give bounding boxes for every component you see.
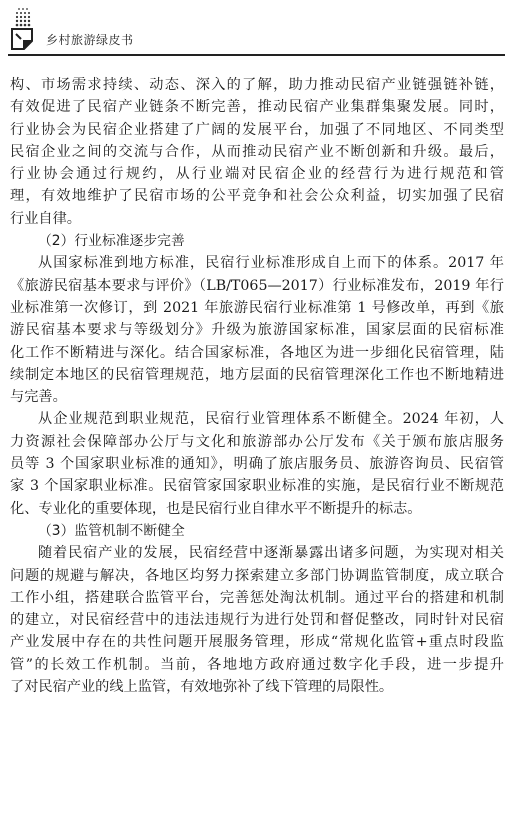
- body-text-line: 与完善。: [10, 389, 67, 406]
- section-heading: （2）行业标准逐步完善: [38, 233, 185, 250]
- body-text-line: 理，有效地维护了民宿市场的公平竞争和社会公众利益，切实加强了民宿: [10, 188, 504, 205]
- body-text-line: 产业发展中存在的共性问题开展服务管理，形成“常规化监管+重点时段监: [10, 634, 504, 651]
- body-text-line: 了对民宿产业的线上监管，有效地弥补了线下管理的局限性。: [10, 679, 394, 696]
- body-text-line: 有效促进了民宿产业链条不断完善，推动民宿产业集群集聚发展。同时，: [10, 99, 504, 116]
- body-text-line: 行业协会通过行规约，从行业端对民宿企业的经营行为进行规范和管: [10, 166, 504, 183]
- body-text-line: 化工作不断精进与深化。结合国家标准，各地区为进一步细化民宿管理，陆: [10, 344, 504, 361]
- body-text-line: 续制定本地区的民宿管理规范，地方层面的民宿管理深化工作也不断地精进: [10, 366, 504, 383]
- body-text-line: 行业协会为民宿企业搭建了广阔的发展平台，加强了不同地区、不同类型: [10, 121, 504, 138]
- body-text-line: 《旅游民宿基本要求与评价》（LB/T065—2017）行业标准发布，2019 年行: [10, 277, 504, 294]
- page-header: [0, 0, 513, 66]
- body-text-line: 工作小组，搭建联合监管平台，完善惩处淘汰机制。通过平台的搭建和机制: [10, 589, 504, 606]
- body-text-line: 的建立，对民宿经营中的违法违规行为进行处罚和督促整改，同时针对民宿: [10, 612, 504, 629]
- body-text-line: 行业自律。: [10, 210, 81, 227]
- dot-grid-icon: [13, 6, 33, 28]
- page-body: [10, 74, 504, 698]
- book-corner-icon: [10, 27, 34, 51]
- body-text-line: 业标准第一次修订，到 2021 年旅游民宿行业标准第 1 号修改单，再到《旅: [10, 299, 504, 316]
- body-text-line: 力资源社会保障部办公厅与文化和旅游部办公厅发布《关于颁布旅店服务: [10, 433, 504, 450]
- body-text-line: 员等 3 个国家职业标准的通知》，明确了旅店服务员、旅游咨询员、民宿管: [10, 456, 504, 473]
- body-text-line: 问题的规避与解决，各地区均努力探索建立多部门协调监管制度，成立联合: [10, 567, 504, 584]
- body-text-line: 化、专业化的重要体现，也是民宿行业自律水平不断提升的标志。: [10, 500, 422, 517]
- body-text-line: 管”的长效工作机制。当前，各地地方政府通过数字化手段，进一步提升: [10, 656, 504, 673]
- body-text-line: 构、市场需求持续、动态、深入的了解，助力推动民宿产业链强链补链，: [10, 77, 504, 93]
- body-text-line: 随着民宿产业的发展，民宿经营中逐渐暴露出诸多问题，为实现对相关: [38, 545, 504, 562]
- body-text-line: 从国家标准到地方标准，民宿行业标准形成自上而下的体系。2017 年: [38, 255, 504, 272]
- body-text-line: 民宿企业之间的交流与合作，从而推动民宿产业不断创新和升级。最后，: [10, 143, 504, 160]
- header-divider: [8, 54, 505, 56]
- book-series-title: 乡村旅游绿皮书: [46, 33, 134, 47]
- section-heading: （3）监管机制不断健全: [38, 522, 185, 539]
- body-text-line: 从企业规范到职业规范，民宿行业管理体系不断健全。2024 年初，人: [38, 411, 504, 428]
- body-text-line: 家 3 个国家职业标准。民宿管家国家职业标准的实施，是民宿行业不断规范: [10, 478, 504, 495]
- body-text-line: 游民宿基本要求与等级划分》升级为旅游国家标准，国家层面的民宿标准: [10, 322, 504, 339]
